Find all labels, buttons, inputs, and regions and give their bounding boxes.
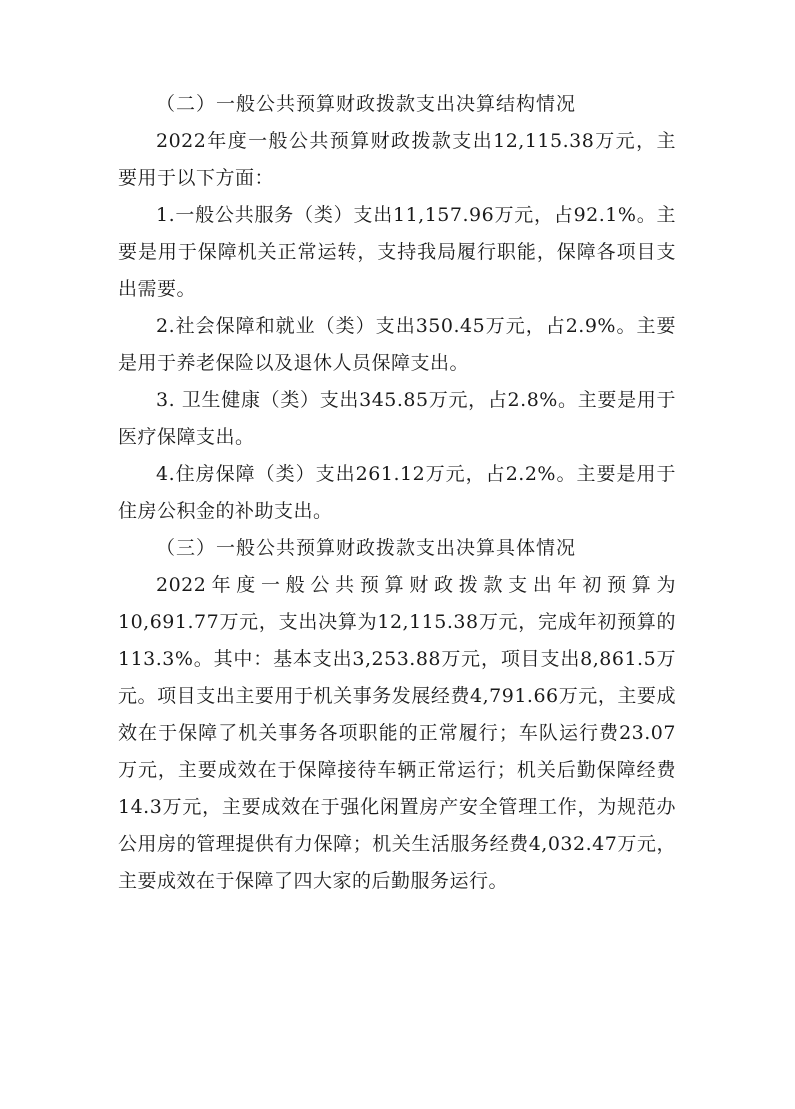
paragraph-item-social-security: 2.社会保障和就业（类）支出350.45万元，占2.9%。主要是用于养老保险以及退休人员保障支出。 — [118, 315, 676, 374]
paragraph-item-health: 3. 卫生健康（类）支出345.85万元，占2.8%。主要是用于医疗保障支出。 — [118, 389, 676, 448]
paragraph-item-public-services: 1.一般公共服务（类）支出11,157.96万元，占92.1%。主要是用于保障机关正常运转，支持我局履行职能，保障各项目支出需要。 — [118, 204, 676, 300]
paragraph-expenditure-details: 2022年度一般公共预算财政拨款支出年初预算为10,691.77万元，支出决算为12,115.38万元，完成年初预算的113.3%。其中：基本支出3,253.88万元，项目支出8,861.5万元。项目支出主要用于机关事务发展经费4,791.66万元，主要成效在于保障了机关事务各项职能的正常履行；车队运行费23.07万元，主要成效在于保障接待车辆正常运行；机关后勤保障经费14.3万元，主要成效在于强化闲置房产安全管理工作，为规范办公用房的管理提供有力保障；机关生活服务经费4,032.47万元，主要成效在于保障了四大家的后勤服务运行。 — [118, 574, 676, 892]
document-body — [118, 86, 676, 900]
section-heading-expenditure-structure: （二）一般公共预算财政拨款支出决算结构情况 — [156, 93, 577, 115]
section-heading-expenditure-details: （三）一般公共预算财政拨款支出决算具体情况 — [156, 537, 577, 559]
paragraph-expenditure-intro: 2022年度一般公共预算财政拨款支出12,115.38万元，主要用于以下方面： — [118, 130, 676, 189]
paragraph-item-housing: 4.住房保障（类）支出261.12万元，占2.2%。主要是用于住房公积金的补助支出。 — [118, 463, 676, 522]
